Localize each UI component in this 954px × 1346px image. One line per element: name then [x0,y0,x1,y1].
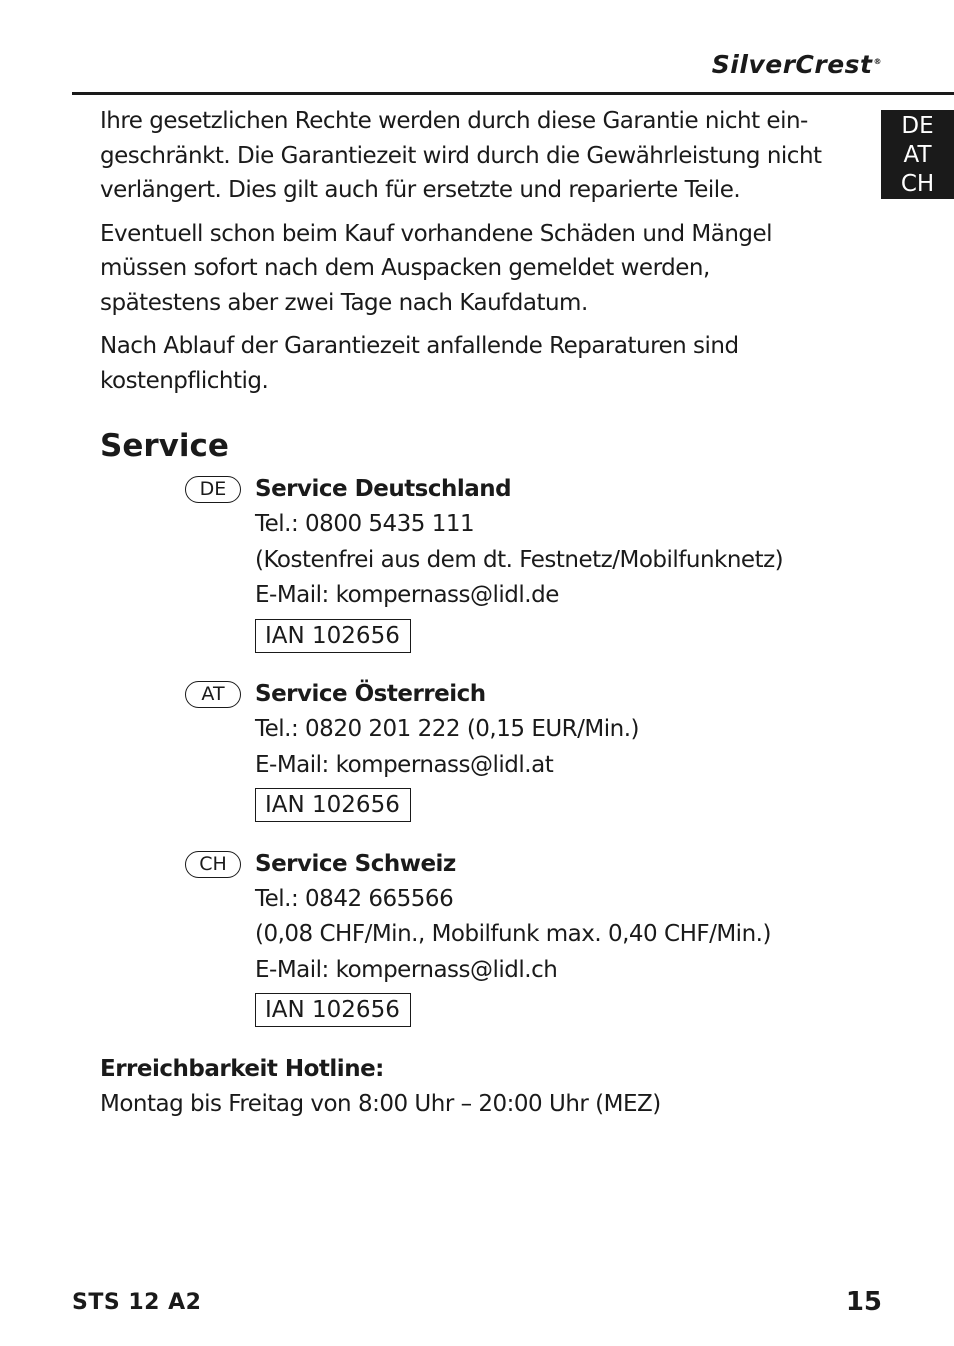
brand-logo [712,50,882,79]
warranty-paragraph-damages: Eventuell schon beim Kauf vorhandene Schäden und Mängel müssen sofort nach dem Auspacken gemeldet werden, spätestens aber zwei Tage nach Kaufdatum. [100,220,773,316]
country-badge-ch: CH [185,851,241,878]
footer-page-number: 15 [845,1287,882,1317]
service-block-de [199,472,830,653]
language-tab [881,110,954,199]
hotline-block [100,1052,830,1121]
country-badge-de: DE [185,476,241,503]
country-badge-at: AT [185,681,241,708]
ian-box-at: IAN 102656 [255,788,411,822]
language-tab-at: AT [903,142,932,168]
service-title-de: Service Deutschland [255,476,512,502]
ian-box-de: IAN 102656 [255,619,411,653]
header-rule [72,92,954,95]
page-content [100,104,830,1121]
language-tab-ch: CH [900,171,935,197]
service-note-ch: (0,08 CHF/Min., Mobilfunk max. 0,40 CHF/Min.) [255,921,771,947]
service-note-de: (Kostenfrei aus dem dt. Festnetz/Mobilfunknetz) [255,546,784,573]
service-title-at: Service Österreich [255,681,486,707]
brand-logo-text: SilverCrest [711,50,873,79]
warranty-paragraph-rights: Ihre gesetzlichen Rechte werden durch diese Garantie nicht eingeschränkt. Die Garantiezeit wird durch die Gewährleistung nicht verlängert. Dies gilt auch für ersetzte und reparierte Teile. [100,108,822,203]
service-email-de: E-Mail: kompernass@lidl.de [255,582,559,608]
hotline-title: Erreichbarkeit Hotline: [100,1055,384,1082]
service-title-ch: Service Schweiz [255,850,456,877]
service-email-at: E-Mail: kompernass@lidl.at [255,751,554,778]
service-email-ch: E-Mail: kompernass@lidl.ch [255,956,558,983]
service-heading: Service [100,428,229,464]
language-tab-de: DE [901,113,934,139]
service-phone-ch: Tel.: 0842 665566 [255,885,454,912]
ian-box-ch: IAN 102656 [255,993,411,1027]
hotline-hours: Montag bis Freitag von 8:00 Uhr – 20:00 Uhr (MEZ) [100,1090,661,1117]
warranty-paragraph-repairs: Nach Ablauf der Garantiezeit anfallende Reparaturen sind kostenpflichtig. [100,333,739,394]
service-phone-at: Tel.: 0820 201 222 (0,15 EUR/Min.) [255,716,640,742]
brand-registered-mark: ® [873,56,882,66]
service-block-ch [199,847,830,1028]
service-phone-de: Tel.: 0800 5435 111 [255,511,475,537]
footer-model-number: STS 12 A2 [72,1290,202,1315]
service-block-at [201,677,830,823]
